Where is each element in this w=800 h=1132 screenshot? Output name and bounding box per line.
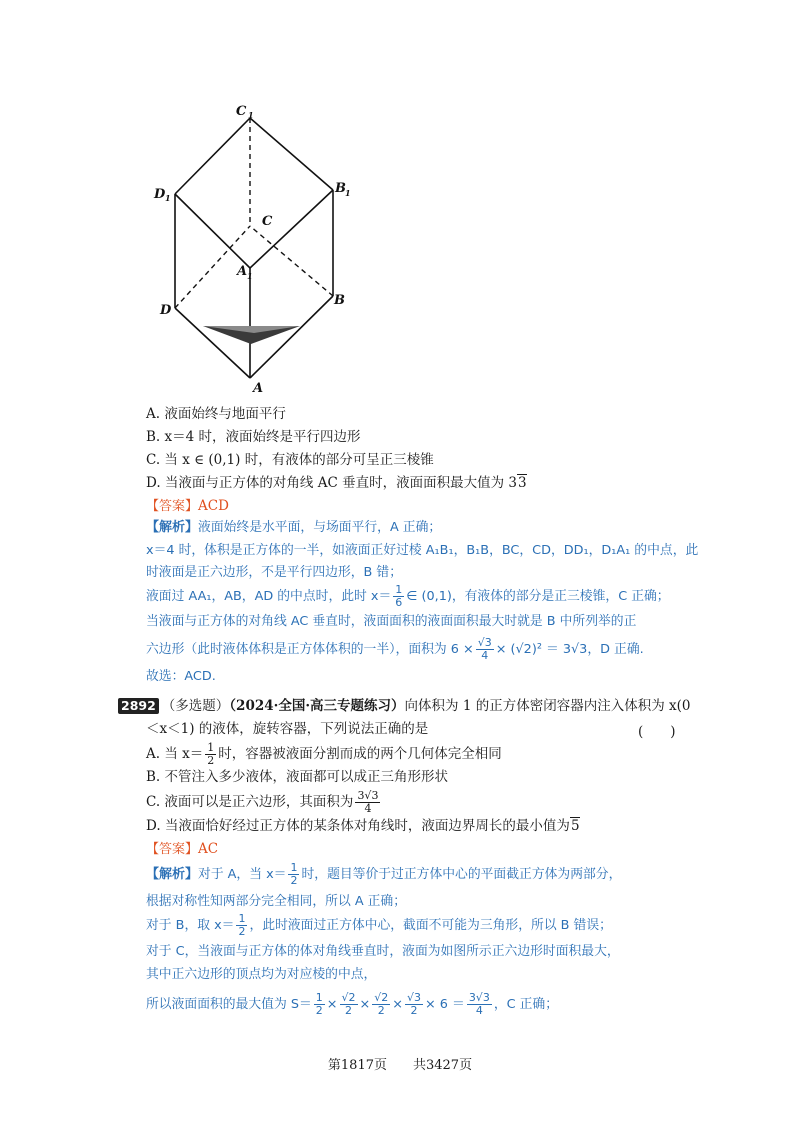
label-a1: A: [237, 264, 248, 279]
option-a: A. 液面始终与地面平行: [146, 406, 286, 422]
fraction: [288, 862, 299, 887]
analysis-6-post: × 6 ＝: [425, 997, 465, 1012]
analysis-line-2: 根据对称性知两部分完全相同，所以 A 正确；: [146, 894, 407, 909]
question-type: （多选题）: [161, 698, 230, 714]
analysis-4-post: ∈ (0,1)，有液体的部分是正三棱锥，C 正确；: [406, 589, 670, 604]
option-c: [146, 790, 382, 815]
answer-value: ACD: [198, 498, 229, 514]
fraction: [236, 913, 247, 938]
option-c: C. 当 x ∈ (0,1) 时，有液体的部分可呈正三棱锥: [146, 452, 434, 468]
option-b: B. 不管注入多少液体，液面都可以成正三角形形状: [146, 769, 449, 785]
analysis-1-post: 时，题目等价于过正方体中心的平面截正方体为两部分，: [301, 867, 622, 882]
analysis-line-3: [146, 913, 612, 938]
label-a: A: [253, 381, 264, 396]
option-d-sqrt: 3: [517, 475, 527, 491]
label-c1: C: [236, 104, 247, 119]
fraction-num: 1: [207, 741, 215, 754]
fraction-num: 3√3: [357, 789, 379, 802]
option-b: B. x＝4 时，液面始终是平行四边形: [146, 429, 361, 445]
answer-tag: 【答案】: [146, 842, 199, 857]
analysis-line-4: [146, 584, 670, 609]
fraction: [314, 992, 325, 1017]
option-d-text: D. 当液面恰好经过正方体的某条体对角线时，液面边界周长的最小值为: [146, 818, 570, 834]
option-d-text: D. 当液面与正方体的对角线 AC 垂直时，液面面积最大值为 3: [146, 475, 517, 491]
times-sign: ×: [392, 997, 403, 1012]
answer-line: [146, 840, 218, 859]
fraction-den: 6: [395, 596, 403, 609]
option-d: [146, 817, 580, 835]
fraction-den: 2: [410, 1004, 418, 1017]
option-d-sqrt: 5: [570, 818, 580, 834]
analysis-text-1: 液面始终是水平面，与场面平行，A 正确；: [198, 520, 442, 535]
fraction-num: 1: [395, 583, 403, 596]
question-stem-text-1: 向体积为 1 的正方体密闭容器内注入体积为 x(0: [404, 698, 691, 714]
option-a-post: 时，容器被液面分割而成的两个几何体完全相同: [218, 746, 502, 762]
times-sign: ×: [326, 997, 338, 1012]
label-d1: D: [154, 187, 166, 202]
fraction-num: √3: [477, 636, 492, 649]
analysis-1-pre: 对于 A，当 x＝: [198, 867, 287, 882]
analysis-6-tail: ，C 正确；: [493, 997, 559, 1012]
label-b: B: [334, 293, 345, 308]
analysis-line-4: 对于 C，当液面与正方体的体对角线垂直时，液面为如图所示正六边形时面积最大，: [146, 944, 620, 959]
fraction: [393, 584, 404, 609]
analysis-line-6: [146, 637, 644, 662]
analysis-3-pre: 对于 B，取 x＝: [146, 918, 235, 933]
question-number: 2892: [118, 698, 159, 714]
answer-value: AC: [198, 841, 219, 857]
fraction-den: 2: [315, 1004, 323, 1017]
fraction: [340, 992, 358, 1017]
question-stem-1: [118, 697, 690, 715]
analysis-line-5: 其中正六边形的顶点均为对应棱的中点，: [146, 967, 377, 982]
fraction-den: 2: [238, 925, 246, 938]
fraction-num: 3√3: [468, 991, 490, 1004]
analysis-line-3: 时液面是正六边形，不是平行四边形，B 错；: [146, 565, 402, 580]
analysis-line-1: [146, 519, 441, 537]
answer-line: [146, 497, 229, 516]
label-c: C: [262, 214, 273, 229]
fraction-den: 2: [377, 1004, 385, 1017]
option-d: [146, 474, 527, 492]
analysis-line-2: x＝4 时，体积是正方体的一半，如液面正好过棱 A₁B₁，B₁B，BC，CD，DD₁，D₁A₁ 的中点，此: [146, 543, 699, 558]
fraction-den: 2: [207, 754, 215, 767]
label-d: D: [160, 303, 172, 318]
analysis-line-1: [146, 862, 621, 887]
fraction: [372, 992, 390, 1017]
question-source: （2024·全国·高三专题练习）: [229, 698, 405, 714]
fraction-den: 4: [475, 1004, 483, 1017]
analysis-3-post: ，此时液面过正方体中心，截面不可能为三角形，所以 B 错误；: [249, 918, 612, 933]
fraction-num: 1: [315, 991, 323, 1004]
fraction: [205, 742, 216, 767]
option-a-pre: A. 当 x＝: [146, 746, 204, 762]
fraction-num: 1: [238, 912, 246, 925]
fraction-num: 1: [290, 861, 298, 874]
fraction: [467, 992, 492, 1017]
analysis-line-6: [146, 992, 558, 1017]
fraction-num: √2: [374, 991, 389, 1004]
analysis-6-pre: 六边形（此时液体体积是正方体体积的一半），面积为 6 ×: [146, 642, 474, 657]
cube-diagram: [148, 98, 358, 398]
fraction: [405, 992, 423, 1017]
fraction-den: 2: [345, 1004, 352, 1017]
analysis-4-pre: 液面过 AA₁，AB，AD 的中点时，此时 x＝: [146, 589, 392, 604]
fraction-den: 2: [290, 874, 298, 887]
fraction-den: 4: [481, 649, 489, 662]
fraction-den: 4: [364, 802, 372, 815]
analysis-tag: 【解析】: [146, 867, 199, 882]
fraction: [355, 790, 380, 815]
option-c-pre: C. 液面可以是正六边形，其面积为: [146, 794, 354, 810]
fraction: [476, 637, 494, 662]
analysis-6-post: × (√2)² ＝ 3√3，D 正确.: [495, 642, 644, 657]
answer-tag: 【答案】: [146, 499, 199, 514]
label-a1-sub: 1: [247, 271, 253, 281]
times-sign: ×: [359, 997, 371, 1012]
question-stem-2: ＜x＜1) 的液体，旋转容器，下列说法正确的是: [146, 721, 429, 737]
label-b1: B: [335, 181, 346, 196]
label-b1-sub: 1: [345, 188, 351, 198]
label-d1-sub: 1: [165, 193, 171, 203]
fraction-num: √2: [341, 991, 356, 1004]
option-a: [146, 742, 502, 767]
analysis-line-7: 故选：ACD.: [146, 669, 216, 684]
analysis-line-5: 当液面与正方体的对角线 AC 垂直时，液面面积的液面面积最大时就是 B 中所列举的正: [146, 614, 637, 629]
fraction-num: √3: [407, 991, 422, 1004]
page-footer: 第1817页 共3427页: [327, 1058, 473, 1073]
answer-blank: ( ): [638, 724, 676, 740]
analysis-tag: 【解析】: [146, 520, 199, 535]
analysis-6-pre: 所以液面面积的最大值为 S＝: [146, 997, 312, 1012]
label-c1-sub: 1: [248, 110, 254, 120]
